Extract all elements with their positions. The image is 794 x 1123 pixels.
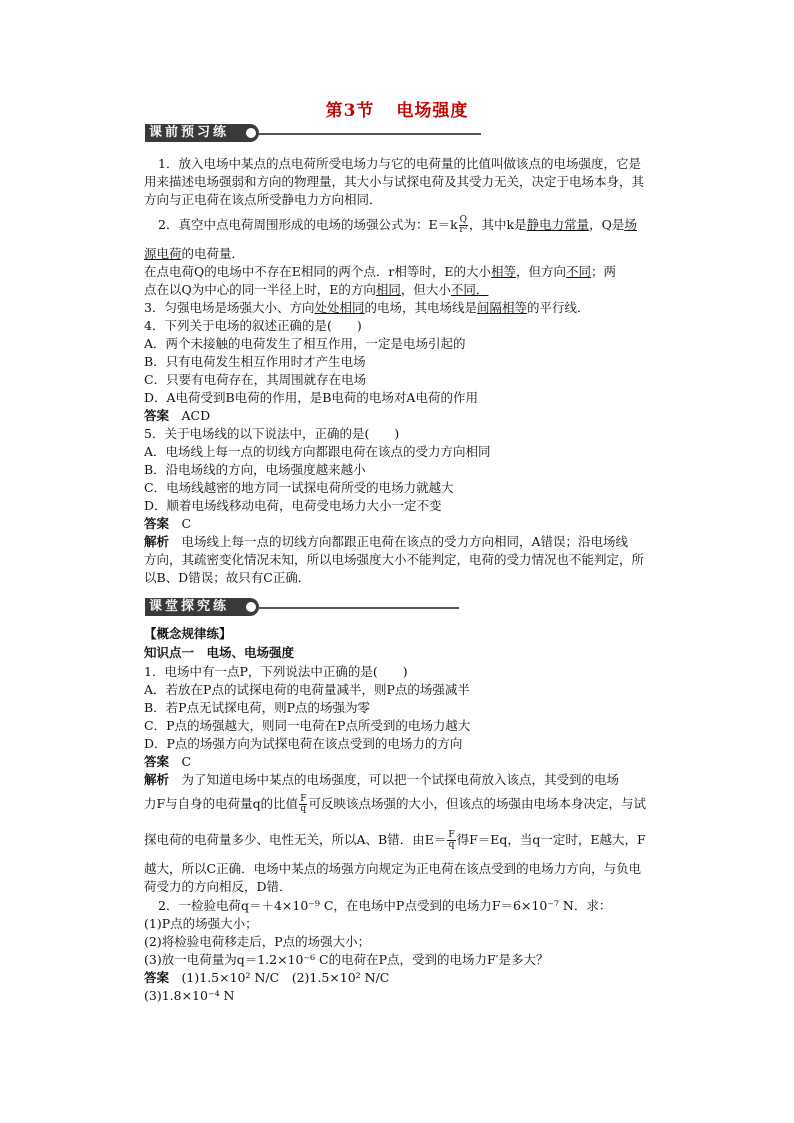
section-label: 课前预习练 bbox=[145, 124, 259, 142]
section-label: 课堂探究练 bbox=[145, 598, 259, 616]
concept-heading: 【概念规律练】 bbox=[144, 626, 232, 641]
section-rule bbox=[259, 607, 459, 609]
section-number: 第3节 bbox=[325, 101, 375, 121]
q5-option-a: A．电场线上每一点的切线方向都跟电荷在该点的受力方向相同 bbox=[144, 444, 491, 459]
q2-answer-line2: (3)1.8×10⁻⁴ N bbox=[144, 988, 235, 1003]
q2-sub1: (1)P点的场强大小； bbox=[144, 916, 258, 931]
q4-option-b: B．只有电荷发生相互作用时才产生电场 bbox=[144, 354, 366, 369]
q4-option-d: D．A电荷受到B电荷的作用，是B电荷的电场对A电荷的作用 bbox=[144, 390, 478, 405]
fraction: $\frac{Q}{\text{r²}}$ bbox=[459, 215, 468, 235]
bullet-dot-icon bbox=[246, 602, 256, 612]
q4-option-c: C．只要有电荷存在，其周围就存在电场 bbox=[144, 372, 367, 387]
p2-line2: 源电荷的电荷量． bbox=[144, 246, 245, 261]
q2-sub2: (2)将检验电荷移走后，P点的场强大小； bbox=[144, 934, 371, 949]
q1-option-a: A．若放在P点的试探电荷的电荷量减半，则P点的场强减半 bbox=[144, 682, 470, 697]
q5-option-d: D．顺着电场线移动电荷，电荷受电场力大小一定不变 bbox=[144, 498, 442, 513]
fraction: $\frac{F}{q}$ bbox=[300, 794, 307, 814]
q5-stem: 5．关于电场线的以下说法中，正确的是( ) bbox=[144, 426, 400, 441]
p2-line4: 点在以Q为中心的同一半径上时，E的方向相同，但大小不同． bbox=[144, 282, 489, 297]
q5-explanation-line3: 以B、D错误；故只有C正确． bbox=[144, 570, 311, 585]
q5-explanation-line1: 解析 电场线上每一点的切线方向都跟正电荷在该点的受力方向相同，A错误；沿电场线 bbox=[144, 534, 629, 549]
p1-line2: 用来描述电场强弱和方向的物理量，其大小与试探电荷及其受力无关，决定于电场本身，其 bbox=[144, 174, 645, 189]
p2-line3: 在点电荷Q的电场中不存在E相同的两个点．r相等时，E的大小相等，但方向不同；两 bbox=[144, 264, 617, 279]
section-header-pre bbox=[145, 124, 485, 142]
bullet-dot-icon bbox=[246, 128, 256, 138]
q5-explanation-line2: 方向，其疏密变化情况未知，所以电场强度大小不能判定，电荷的受力情况也不能判定，所 bbox=[144, 552, 645, 567]
p2-line1: 2．真空中点电荷周围形成的电场的场强公式为：E＝k $\frac{Q}{\text{r²}}$ ，其中k是静电力常量，Q是场 bbox=[158, 215, 637, 235]
q4-option-a: A．两个未接触的电荷发生了相互作用，一定是电场引起的 bbox=[144, 336, 466, 351]
q5-option-b: B．沿电场线的方向，电场强度越来越小 bbox=[144, 462, 366, 477]
p1-line3: 方向与正电荷在该点所受静电力方向相同． bbox=[144, 192, 382, 207]
q1-explanation-line2: 力F与自身的电荷量q的比值 $\frac{F}{q}$ 可反映该点场强的大小，但该点的场强由电场本身决定，与试 bbox=[144, 794, 646, 814]
q4-stem: 4．下列关于电场的叙述正确的是( ) bbox=[144, 318, 362, 333]
p1-line1: 1．放入电场中某点的点电荷所受电场力与它的电荷量的比值叫做该点的电场强度，它是 bbox=[158, 156, 641, 171]
q1-explanation-line3: 探电荷的电荷量多少、电性无关，所以A、B错．由E＝ $\frac{F}{q}$ 得F＝Eq，当q一定时，E越大，F bbox=[144, 830, 646, 850]
q1-explanation-line1: 解析 为了知道电场中某点的电场强度，可以把一个试探电荷放入该点，其受到的电场 bbox=[144, 772, 620, 787]
q1-option-c: C．P点的场强越大，则同一电荷在P点所受到的电场力越大 bbox=[144, 718, 471, 733]
section-header-class bbox=[145, 598, 465, 616]
q5-answer: 答案 C bbox=[144, 516, 192, 531]
q1-stem: 1．电场中有一点P，下列说法中正确的是( ) bbox=[144, 664, 408, 679]
q1-explanation-line4: 越大，所以C正确．电场中某点的场强方向规定为正电荷在该点受到的电场力方向，与负电 bbox=[144, 861, 642, 876]
section-rule bbox=[259, 133, 481, 135]
q1-answer: 答案 C bbox=[144, 754, 192, 769]
q2-sub3: (3)放一电荷量为q＝1.2×10⁻⁶ C的电荷在P点，受到的电场力F′是多大？ bbox=[144, 952, 549, 967]
q1-option-b: B．若P点无试探电荷，则P点的场强为零 bbox=[144, 700, 371, 715]
q2-stem: 2．一检验电荷q＝＋4×10⁻⁹ C，在电场中P点受到的电场力F＝6×10⁻⁷ N．求： bbox=[158, 898, 612, 913]
q1-explanation-line5: 荷受力的方向相反，D错． bbox=[144, 879, 292, 894]
q4-answer: 答案 ACD bbox=[144, 408, 211, 423]
q2-answer-line1: 答案 (1)1.5×10² N/C (2)1.5×10² N/C bbox=[144, 970, 390, 985]
p3-line: 3．匀强电场是场强大小、方向处处相同的电场，其电场线是间隔相等的平行线． bbox=[144, 300, 590, 315]
page-title bbox=[0, 96, 794, 121]
knowledge-point: 知识点一 电场、电场强度 bbox=[144, 645, 295, 660]
q1-option-d: D．P点的场强方向为试探电荷在该点受到的电场力的方向 bbox=[144, 736, 463, 751]
section-name: 电场强度 bbox=[396, 101, 469, 121]
fraction: $\frac{F}{q}$ bbox=[448, 830, 455, 850]
q5-option-c: C．电场线越密的地方同一试探电荷所受的电场力就越大 bbox=[144, 480, 454, 495]
